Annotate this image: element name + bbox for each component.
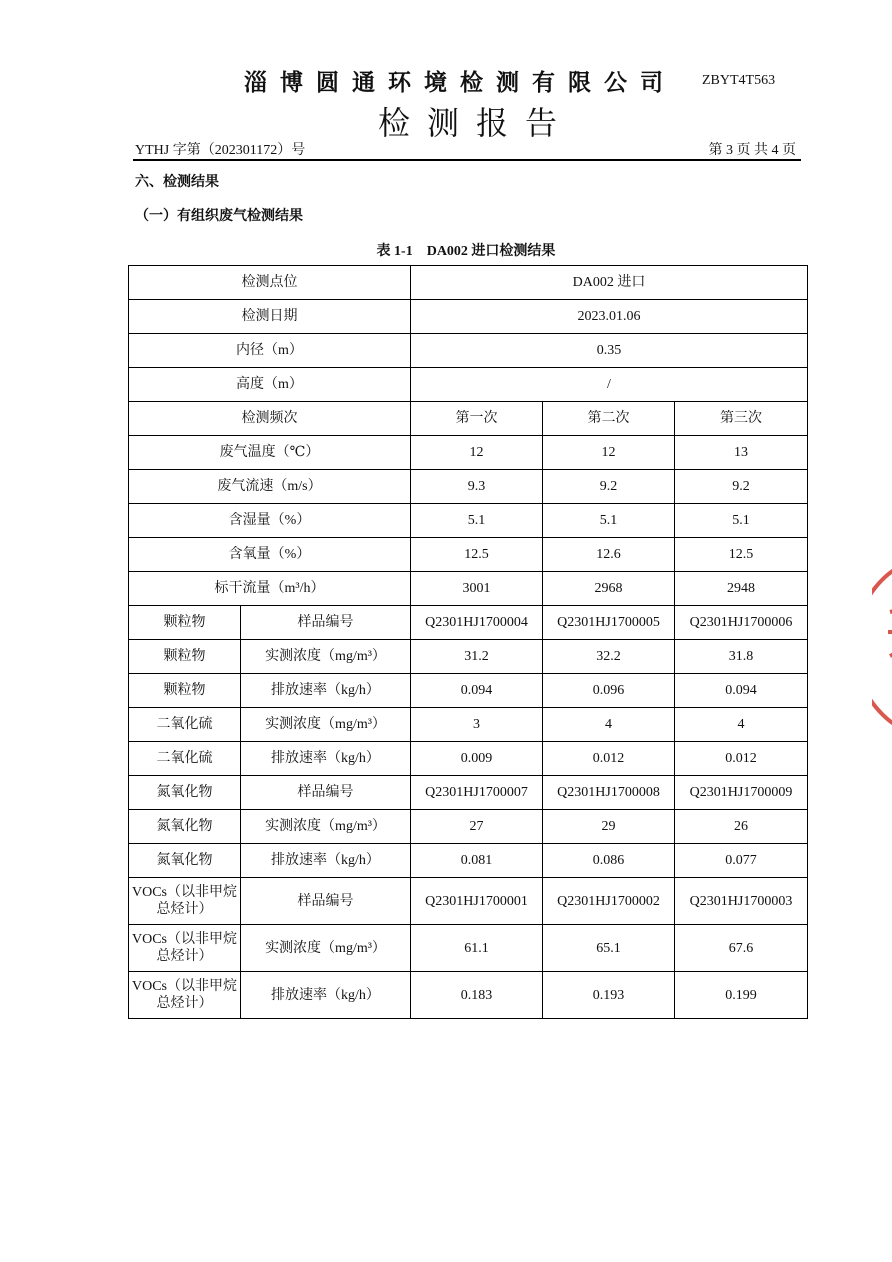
item-name: 实测浓度（mg/m³） bbox=[241, 640, 411, 674]
item-name: 排放速率（kg/h） bbox=[241, 674, 411, 708]
row-value: DA002 进口 bbox=[411, 266, 808, 300]
table-caption: 表 1-1 DA002 进口检测结果 bbox=[376, 244, 556, 259]
table-row bbox=[129, 972, 808, 1019]
item-name: 样品编号 bbox=[241, 606, 411, 640]
table-cell: 3 bbox=[411, 708, 543, 742]
table-row bbox=[129, 925, 808, 972]
row-label: 含氧量（%） bbox=[129, 538, 411, 572]
table-cell: Q2301HJ1700007 bbox=[411, 776, 543, 810]
table-cell: 0.193 bbox=[543, 972, 675, 1019]
table-cell: 3001 bbox=[411, 572, 543, 606]
pollutant-name: 颗粒物 bbox=[129, 674, 241, 708]
pollutant-name: 颗粒物 bbox=[129, 606, 241, 640]
table-cell: 5.1 bbox=[675, 504, 808, 538]
table-cell: Q2301HJ1700003 bbox=[675, 878, 808, 925]
page-info: 第 3 页 共 4 页 bbox=[708, 143, 796, 158]
table-cell: 0.081 bbox=[411, 844, 543, 878]
item-name: 排放速率（kg/h） bbox=[241, 972, 411, 1019]
document-code: ZBYT4T563 bbox=[702, 73, 776, 88]
table-cell: 0.012 bbox=[543, 742, 675, 776]
table-cell: 26 bbox=[675, 810, 808, 844]
pollutant-name: 氮氧化物 bbox=[129, 776, 241, 810]
pollutant-name: 二氧化硫 bbox=[129, 708, 241, 742]
table-cell: 29 bbox=[543, 810, 675, 844]
table-cell: Q2301HJ1700004 bbox=[411, 606, 543, 640]
row-label: 含湿量（%） bbox=[129, 504, 411, 538]
column-header: 第三次 bbox=[675, 402, 808, 436]
pollutant-name: VOCs（以非甲烷总烃计） bbox=[129, 878, 241, 925]
table-row bbox=[129, 776, 808, 810]
item-name: 实测浓度（mg/m³） bbox=[241, 708, 411, 742]
table-cell: 4 bbox=[675, 708, 808, 742]
table-cell: 12 bbox=[543, 436, 675, 470]
row-label: 废气温度（℃） bbox=[129, 436, 411, 470]
table-cell: Q2301HJ1700009 bbox=[675, 776, 808, 810]
section-heading: 六、检测结果 bbox=[135, 174, 219, 190]
pollutant-name: 氮氧化物 bbox=[129, 810, 241, 844]
table-row bbox=[129, 436, 808, 470]
report-title: 检测报告 bbox=[378, 104, 575, 142]
table-cell: 67.6 bbox=[675, 925, 808, 972]
table-cell: 9.2 bbox=[675, 470, 808, 504]
row-label: 高度（m） bbox=[129, 368, 411, 402]
item-name: 样品编号 bbox=[241, 878, 411, 925]
subsection-heading: （一）有组织废气检测结果 bbox=[135, 208, 303, 224]
table-cell: 0.012 bbox=[675, 742, 808, 776]
table-cell: 2968 bbox=[543, 572, 675, 606]
table-row bbox=[129, 368, 808, 402]
table-cell: 0.183 bbox=[411, 972, 543, 1019]
row-value: / bbox=[411, 368, 808, 402]
table-cell: 12.6 bbox=[543, 538, 675, 572]
column-header: 第二次 bbox=[543, 402, 675, 436]
table-row bbox=[129, 810, 808, 844]
results-table bbox=[128, 265, 808, 1019]
row-label: 检测点位 bbox=[129, 266, 411, 300]
table-cell: 32.2 bbox=[543, 640, 675, 674]
table-cell: 5.1 bbox=[543, 504, 675, 538]
company-name: 淄博圆通环境检测有限公司 bbox=[244, 69, 676, 96]
row-value: 0.35 bbox=[411, 334, 808, 368]
row-label: 检测频次 bbox=[129, 402, 411, 436]
table-cell: 13 bbox=[675, 436, 808, 470]
row-label: 废气流速（m/s） bbox=[129, 470, 411, 504]
table-row bbox=[129, 538, 808, 572]
item-name: 实测浓度（mg/m³） bbox=[241, 810, 411, 844]
stamp-ring bbox=[872, 554, 892, 740]
item-name: 样品编号 bbox=[241, 776, 411, 810]
item-name: 排放速率（kg/h） bbox=[241, 742, 411, 776]
table-cell: 31.2 bbox=[411, 640, 543, 674]
table-cell: Q2301HJ1700006 bbox=[675, 606, 808, 640]
report-number: YTHJ 字第（202301172）号 bbox=[135, 143, 306, 158]
pollutant-name: VOCs（以非甲烷总烃计） bbox=[129, 972, 241, 1019]
table-cell: 2948 bbox=[675, 572, 808, 606]
table-cell: 12.5 bbox=[411, 538, 543, 572]
table-row bbox=[129, 402, 808, 436]
table-row bbox=[129, 572, 808, 606]
table-row bbox=[129, 742, 808, 776]
table-row bbox=[129, 300, 808, 334]
table-cell: 9.3 bbox=[411, 470, 543, 504]
red-seal-stamp bbox=[872, 552, 892, 742]
table-row bbox=[129, 878, 808, 925]
pollutant-name: 二氧化硫 bbox=[129, 742, 241, 776]
table-cell: 0.009 bbox=[411, 742, 543, 776]
table-cell: 4 bbox=[543, 708, 675, 742]
table-cell: 61.1 bbox=[411, 925, 543, 972]
table-cell: 0.077 bbox=[675, 844, 808, 878]
table-cell: 12 bbox=[411, 436, 543, 470]
table-row bbox=[129, 606, 808, 640]
header-rule bbox=[133, 159, 801, 161]
table-cell: 5.1 bbox=[411, 504, 543, 538]
table-cell: Q2301HJ1700002 bbox=[543, 878, 675, 925]
table-cell: 31.8 bbox=[675, 640, 808, 674]
table-cell: Q2301HJ1700001 bbox=[411, 878, 543, 925]
column-header: 第一次 bbox=[411, 402, 543, 436]
row-label: 检测日期 bbox=[129, 300, 411, 334]
table-cell: 0.094 bbox=[411, 674, 543, 708]
table-row bbox=[129, 844, 808, 878]
table-cell: 0.094 bbox=[675, 674, 808, 708]
table-cell: 9.2 bbox=[543, 470, 675, 504]
table-row bbox=[129, 674, 808, 708]
table-row bbox=[129, 470, 808, 504]
table-cell: 27 bbox=[411, 810, 543, 844]
table-row bbox=[129, 504, 808, 538]
pollutant-name: 氮氧化物 bbox=[129, 844, 241, 878]
table-cell: 12.5 bbox=[675, 538, 808, 572]
item-name: 排放速率（kg/h） bbox=[241, 844, 411, 878]
table-cell: Q2301HJ1700008 bbox=[543, 776, 675, 810]
table-row bbox=[129, 708, 808, 742]
table-cell: 0.199 bbox=[675, 972, 808, 1019]
table-cell: 0.096 bbox=[543, 674, 675, 708]
row-label: 标干流量（m³/h） bbox=[129, 572, 411, 606]
item-name: 实测浓度（mg/m³） bbox=[241, 925, 411, 972]
table-cell: Q2301HJ1700005 bbox=[543, 606, 675, 640]
pollutant-name: VOCs（以非甲烷总烃计） bbox=[129, 925, 241, 972]
pollutant-name: 颗粒物 bbox=[129, 640, 241, 674]
table-cell: 65.1 bbox=[543, 925, 675, 972]
row-value: 2023.01.06 bbox=[411, 300, 808, 334]
table-row bbox=[129, 334, 808, 368]
table-row bbox=[129, 640, 808, 674]
table-row bbox=[129, 266, 808, 300]
table-cell: 0.086 bbox=[543, 844, 675, 878]
row-label: 内径（m） bbox=[129, 334, 411, 368]
